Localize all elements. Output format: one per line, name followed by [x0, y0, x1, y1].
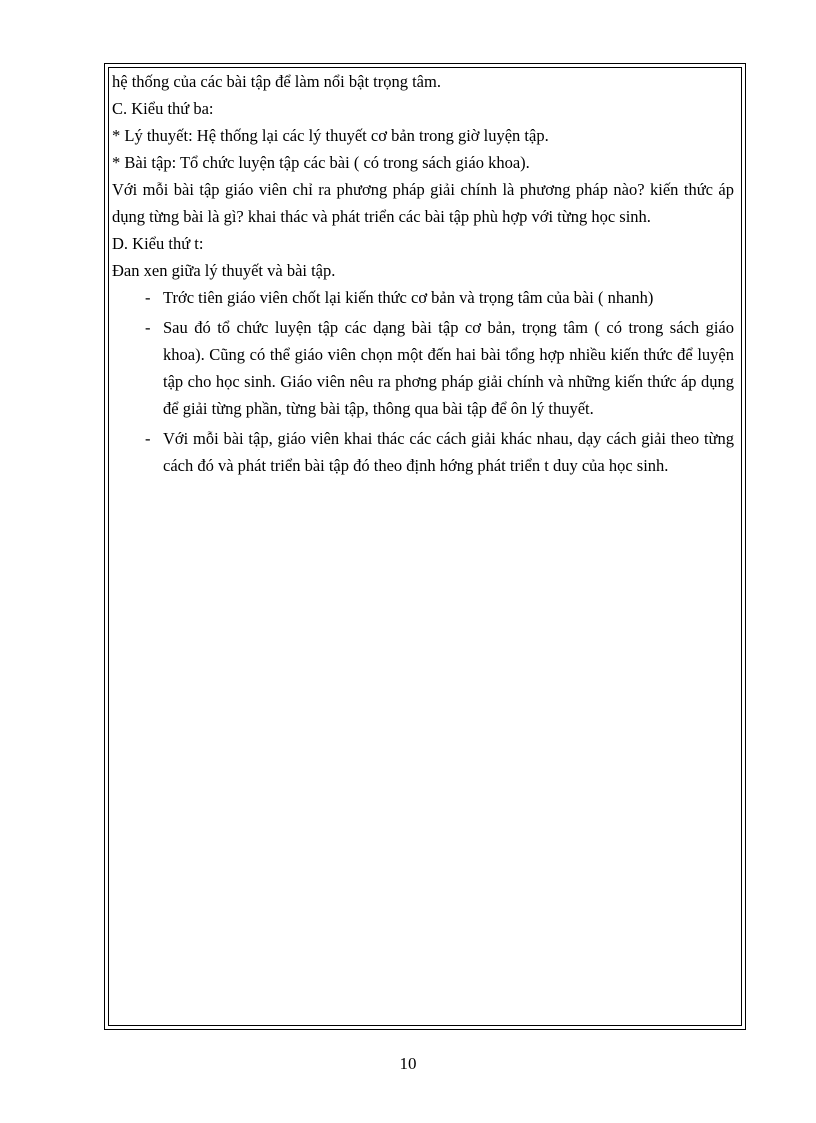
list-item — [112, 425, 734, 479]
section-heading-c: C. Kiểu thứ ba: — [112, 99, 214, 118]
list-item-text: Trớc tiên giáo viên chốt lại kiến thức cơ bản và trọng tâm của bài ( nhanh) — [163, 288, 654, 307]
section-heading-d: D. Kiểu thứ t: — [112, 234, 204, 253]
dash-bullet: - — [145, 288, 151, 307]
list-item — [112, 314, 734, 422]
exercise-line: * Bài tập: Tổ chức luyện tập các bài ( có trong sách giáo khoa). — [112, 153, 530, 172]
text-line: hệ thống của các bài tập để làm nổi bật trọng tâm. — [112, 72, 441, 91]
dash-bullet: - — [145, 429, 151, 448]
paragraph: Với mỗi bài tập giáo viên chỉ ra phương pháp giải chính là phương pháp nào? kiến thức áp dụng từng bài là gì? khai thác và phát triển các bài tập phù hợp với từng học sinh. — [112, 180, 734, 226]
dash-bullet: - — [145, 318, 151, 337]
list-item-text: Với mỗi bài tập, giáo viên khai thác các cách giải khác nhau, dạy cách giải theo từng cách đó và phát triển bài tập đó theo định hớng phát triển t duy của học sinh. — [163, 429, 734, 475]
theory-line: * Lý thuyết: Hệ thống lại các lý thuyết cơ bản trong giờ luyện tập. — [112, 126, 549, 145]
bullet-list — [112, 284, 734, 479]
list-item-text: Sau đó tổ chức luyện tập các dạng bài tập cơ bản, trọng tâm ( có trong sách giáo khoa). Cũng có thể giáo viên chọn một đến hai bài tổng hợp nhiều kiến thức để luyện tập cho học sinh. Giáo viên nêu ra phơng pháp giải chính và những kiến thức áp dụng để giải từng phần, từng bài tập, thông qua bài tập để ôn lý thuyết. — [163, 318, 734, 418]
page-border — [104, 63, 746, 1030]
list-item — [112, 284, 734, 311]
document-body — [112, 68, 734, 482]
intro-line: Đan xen giữa lý thuyết và bài tập. — [112, 261, 336, 280]
page-number: 10 — [399, 1054, 417, 1073]
